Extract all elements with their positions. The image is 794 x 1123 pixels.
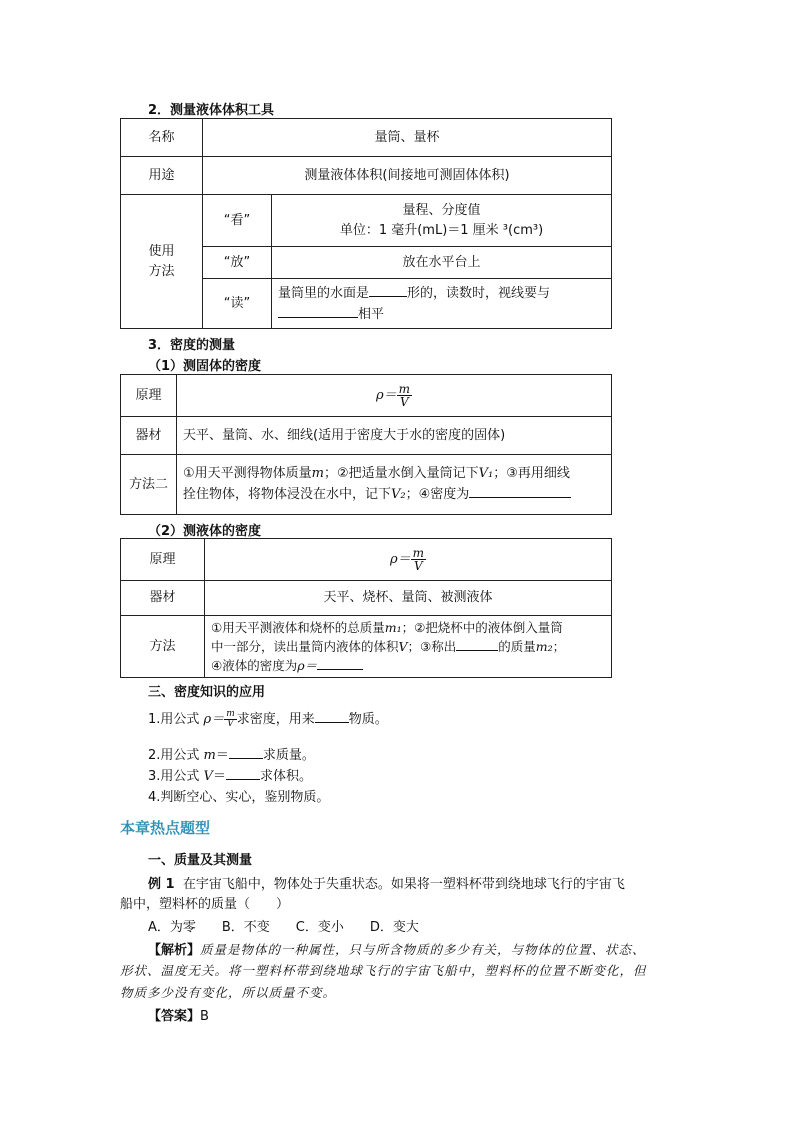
fraction-denominator: V	[399, 395, 409, 409]
put-value: 放在水平台上	[272, 247, 612, 279]
v2-symbol: V₂	[391, 487, 406, 502]
application-item-4: 4.判断空心、实心，鉴别物质。	[148, 790, 330, 805]
v1-symbol: V₁	[478, 466, 494, 481]
example-label: 例 1	[148, 877, 175, 892]
section-3-heading: 3．密度的测量	[148, 338, 236, 353]
item-text: 2.用公式	[148, 748, 200, 763]
read-value	[272, 279, 612, 329]
read-label: “读”	[203, 279, 272, 329]
example-line-2: 船中，塑料杯的质量（ ）	[120, 897, 290, 912]
item-text: 3.用公式	[148, 769, 200, 784]
item-text: ＝	[212, 769, 226, 784]
blank	[229, 745, 263, 759]
liquid-method-text: ；③称出	[407, 639, 457, 654]
method-label	[121, 195, 203, 329]
solid-equipment: 天平、量筒、水、细线(适用于密度大于水的密度的固体)	[177, 417, 612, 455]
application-item-2	[148, 744, 315, 763]
item-text: 求密度，用来	[236, 712, 315, 727]
solid-method	[177, 455, 612, 515]
application-heading: 三、密度知识的应用	[148, 685, 266, 700]
analysis-text: 质量是物体的一种属性，只与所含物质的多少有关，与物体的位置、状态、	[200, 942, 646, 957]
solid-density-table	[120, 374, 612, 515]
liquid-method-text: 的质量	[498, 639, 536, 654]
look-label: “看”	[203, 195, 272, 247]
item-text: 求质量。	[262, 748, 315, 763]
use-value: 测量液体体积(间接地可测固体体积)	[203, 157, 612, 195]
item-text: 物质。	[348, 712, 388, 727]
solid-method-text: ；④密度为	[405, 487, 470, 502]
item-text: 1.用公式	[148, 712, 200, 727]
example-text: 在宇宙飞船中，物体处于失重状态。如果将一塑料杯带到绕地球飞行的宇宙飞	[182, 877, 625, 892]
m-over-v-fraction	[411, 547, 426, 572]
blank	[278, 304, 358, 318]
blank	[317, 656, 363, 670]
liquid-method-text: ；	[552, 639, 566, 654]
read-text-b: 形的，读数时，视线要与	[407, 285, 551, 301]
liquid-method	[205, 616, 612, 678]
fraction-numerator: m	[398, 382, 411, 396]
method-label-line1: 使用	[148, 243, 175, 259]
rho-symbol: ρ＝	[203, 712, 225, 727]
answer-value: B	[200, 1009, 209, 1024]
blank	[469, 484, 571, 498]
name-label: 名称	[121, 119, 203, 157]
volume-symbol: V	[398, 639, 408, 654]
look-value-line2: 单位：1 毫升(mL)＝1 厘米 ³(cm³)	[339, 222, 544, 238]
solid-density-heading: （1）测固体的密度	[148, 359, 262, 374]
mass-symbol: m	[311, 466, 324, 481]
method-label-line2: 方法	[148, 263, 175, 279]
analysis-line-1	[148, 939, 646, 958]
liquid-density-table	[120, 538, 612, 678]
mass-symbol: m	[203, 748, 216, 763]
read-text-c: 相平	[358, 306, 385, 322]
rho-symbol: ρ＝	[375, 388, 397, 403]
analysis-line-3: 物质多少没有变化，所以质量不变。	[120, 985, 337, 1000]
method2-label: 方法二	[121, 455, 177, 515]
name-value: 量筒、量杯	[203, 119, 612, 157]
principle-formula	[177, 375, 612, 417]
item-text: ＝	[215, 748, 229, 763]
principle-formula	[205, 539, 612, 581]
fraction-denominator: V	[413, 559, 423, 573]
hot-topics-title: 本章热点题型	[120, 819, 211, 837]
liquid-method-text: ；②把烧杯中的液体倒入量筒	[401, 620, 563, 635]
item-text: 求体积。	[259, 769, 312, 784]
liquid-equipment: 天平、烧杯、量筒、被测液体	[205, 581, 612, 616]
blank	[369, 283, 407, 297]
solid-method-text: ；③再用细线	[493, 466, 570, 481]
m-over-v-fraction	[224, 710, 237, 729]
volume-tool-table	[120, 118, 612, 329]
principle-label: 原理	[121, 539, 205, 581]
put-label: “放”	[203, 247, 272, 279]
liquid-method-text: 中一部分，读出量筒内液体的体积	[211, 639, 399, 654]
fraction-numerator: m	[412, 546, 425, 560]
solid-method-text: 拴住物体，将物体浸没在水中，记下	[183, 487, 392, 502]
m1-symbol: m₁	[384, 620, 402, 635]
mass-measurement-heading: 一、质量及其测量	[148, 853, 253, 868]
method-label: 方法	[121, 616, 205, 678]
analysis-label: 【解析】	[148, 943, 201, 958]
solid-method-text: ；②把适量水倒入量筒记下	[323, 466, 479, 481]
m-over-v-fraction	[397, 383, 412, 408]
rho-symbol: ρ＝	[389, 552, 411, 567]
use-label: 用途	[121, 157, 203, 195]
solid-method-text: ①用天平测得物体质量	[183, 466, 312, 481]
liquid-method-text: ①用天平测液体和烧杯的总质量	[211, 620, 385, 635]
section-2-heading: 2．测量液体体积工具	[148, 103, 275, 118]
principle-label: 原理	[121, 375, 177, 417]
answer-line	[148, 1005, 209, 1024]
blank	[456, 637, 498, 651]
look-value-line1: 量程、分度值	[402, 202, 481, 218]
equipment-label: 器材	[121, 417, 177, 455]
application-item-3	[148, 765, 312, 784]
m2-symbol: m₂	[535, 639, 553, 654]
rho-symbol: ρ＝	[297, 658, 318, 673]
analysis-line-2: 形状、温度无关。将一塑料杯带到绕地球飞行的宇宙飞船中，塑料杯的位置不断变化，但	[120, 963, 647, 978]
read-text-a: 量筒里的水面是	[278, 285, 370, 301]
liquid-density-heading: （2）测液体的密度	[148, 524, 262, 539]
fraction-numerator: m	[226, 709, 235, 719]
application-item-1	[148, 708, 388, 729]
volume-symbol: V	[203, 769, 213, 784]
answer-options: A．为零 B．不变 C．变小 D．变大	[148, 920, 419, 935]
equipment-label: 器材	[121, 581, 205, 616]
blank	[226, 766, 260, 780]
answer-label: 【答案】	[148, 1009, 201, 1024]
liquid-method-text: ④液体的密度为	[211, 658, 298, 673]
fraction-denominator: V	[227, 719, 234, 729]
blank	[315, 709, 349, 723]
example-line-1	[148, 873, 625, 892]
look-value	[272, 195, 612, 247]
